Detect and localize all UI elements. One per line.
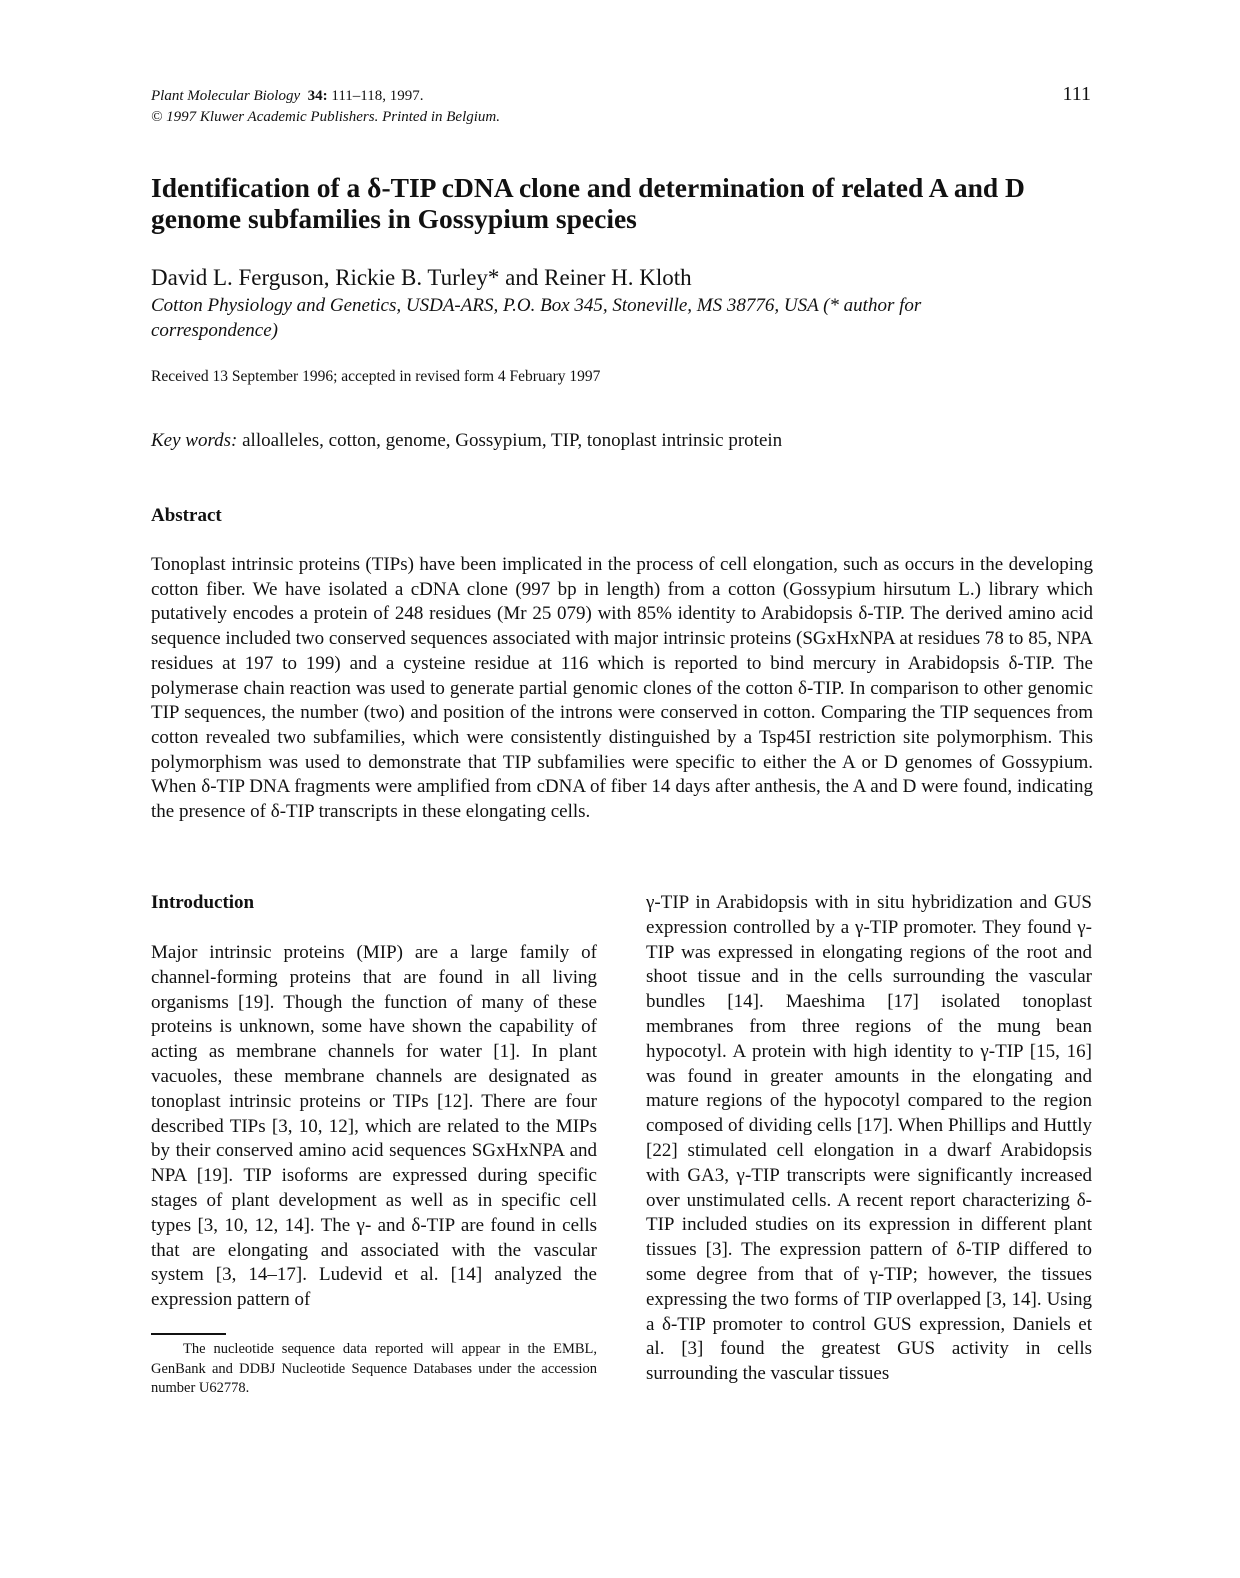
keywords-label: Key words:	[151, 430, 238, 451]
introduction-column-right: γ-TIP in Arabidopsis with in situ hybridization and GUS expression controlled by a γ-TIP promoter. They found γ-TIP was expressed in elongating regions of the root and shoot tissue and in the cells surrounding the vascular bundles [14]. Maeshima [17] isolated tonoplast membranes from three regions of the mung bean hypocotyl. A protein with high identity to γ-TIP [15, 16] was found in greater amounts in the elongating and mature regions of the hypocotyl compared to the region composed of dividing cells [17]. When Phillips and Huttly [22] stimulated cell elongation in a dwarf Arabidopsis with GA3, γ-TIP transcripts were significantly increased over unstimulated cells. A recent report characterizing δ-TIP included studies on its expression in different plant tissues [3]. The expression pattern of δ-TIP differed to some degree from that of γ-TIP; however, the tissues expressing the two forms of TIP overlapped [3, 14]. Using a δ-TIP promoter to control GUS expression, Daniels et al. [3] found the greatest GUS activity in cells surrounding the vascular tissues	[646, 892, 1092, 1385]
footnote-rule	[151, 1333, 226, 1335]
copyright-line: © 1997 Kluwer Academic Publishers. Printed in Belgium.	[151, 109, 500, 125]
footnote: The nucleotide sequence data reported will appear in the EMBL, GenBank and DDBJ Nucleotide Sequence Databases under the accession number U62778.	[151, 1341, 597, 1396]
authors: David L. Ferguson, Rickie B. Turley* and Reiner H. Kloth	[151, 265, 692, 290]
received-dates: Received 13 September 1996; accepted in revised form 4 February 1997	[151, 368, 601, 385]
page-number: 111	[1062, 83, 1091, 105]
abstract-heading: Abstract	[151, 505, 222, 526]
affiliation: Cotton Physiology and Genetics, USDA-ARS, P.O. Box 345, Stoneville, MS 38776, USA (* author for correspondence)	[151, 295, 922, 341]
running-header	[151, 86, 500, 128]
introduction-heading: Introduction	[151, 892, 255, 913]
keywords-list: alloalleles, cotton, genome, Gossypium, TIP, tonoplast intrinsic protein	[242, 430, 783, 451]
introduction-column-left: Major intrinsic proteins (MIP) are a large family of channel-forming proteins that are found in all living organisms [19]. Though the function of many of these proteins is unknown, some have shown the capability of acting as membrane channels for water [1]. In plant vacuoles, these membrane channels are designated as tonoplast intrinsic proteins or TIPs [12]. There are four described TIPs [3, 10, 12], which are related to the MIPs by their conserved amino acid sequences SGxHxNPA and NPA [19]. TIP isoforms are expressed during specific stages of plant development as well as in specific cell types [3, 10, 12, 14]. The γ- and δ-TIP are found in cells that are elongating and associated with the vascular system [3, 14–17]. Ludevid et al. [14] analyzed the expression pattern of	[151, 942, 597, 1311]
journal-pages: 111–118, 1997.	[331, 88, 424, 104]
journal-volume: 34:	[307, 88, 328, 104]
keywords	[151, 430, 782, 452]
abstract-text: Tonoplast intrinsic proteins (TIPs) have been implicated in the process of cell elongation, such as occurs in the developing cotton fiber. We have isolated a cDNA clone (997 bp in length) from a cotton (Gossypium hirsutum L.) library which putatively encodes a protein of 248 residues (Mr 25 079) with 85% identity to Arabidopsis δ-TIP. The derived amino acid sequence included two conserved sequences associated with major intrinsic proteins (SGxHxNPA at residues 78 to 85, NPA residues at 197 to 199) and a cysteine residue at 116 which is reported to bind mercury in Arabidopsis δ-TIP. The polymerase chain reaction was used to generate partial genomic clones of the cotton δ-TIP. In comparison to other genomic TIP sequences, the number (two) and position of the introns were conserved in cotton. Comparing the TIP sequences from cotton revealed two subfamilies, which were consistently distinguished by a Tsp45I restriction site polymorphism. This polymorphism was used to demonstrate that TIP subfamilies were specific to either the A or D genomes of Gossypium. When δ-TIP DNA fragments were amplified from cDNA of fiber 14 days after anthesis, the A and D were found, indicating the presence of δ-TIP transcripts in these elongating cells.	[151, 554, 1093, 823]
journal-name: Plant Molecular Biology	[151, 88, 301, 104]
article-title: Identification of a δ-TIP cDNA clone and determination of related A and D genome subfamilies in Gossypium species	[151, 172, 1025, 234]
